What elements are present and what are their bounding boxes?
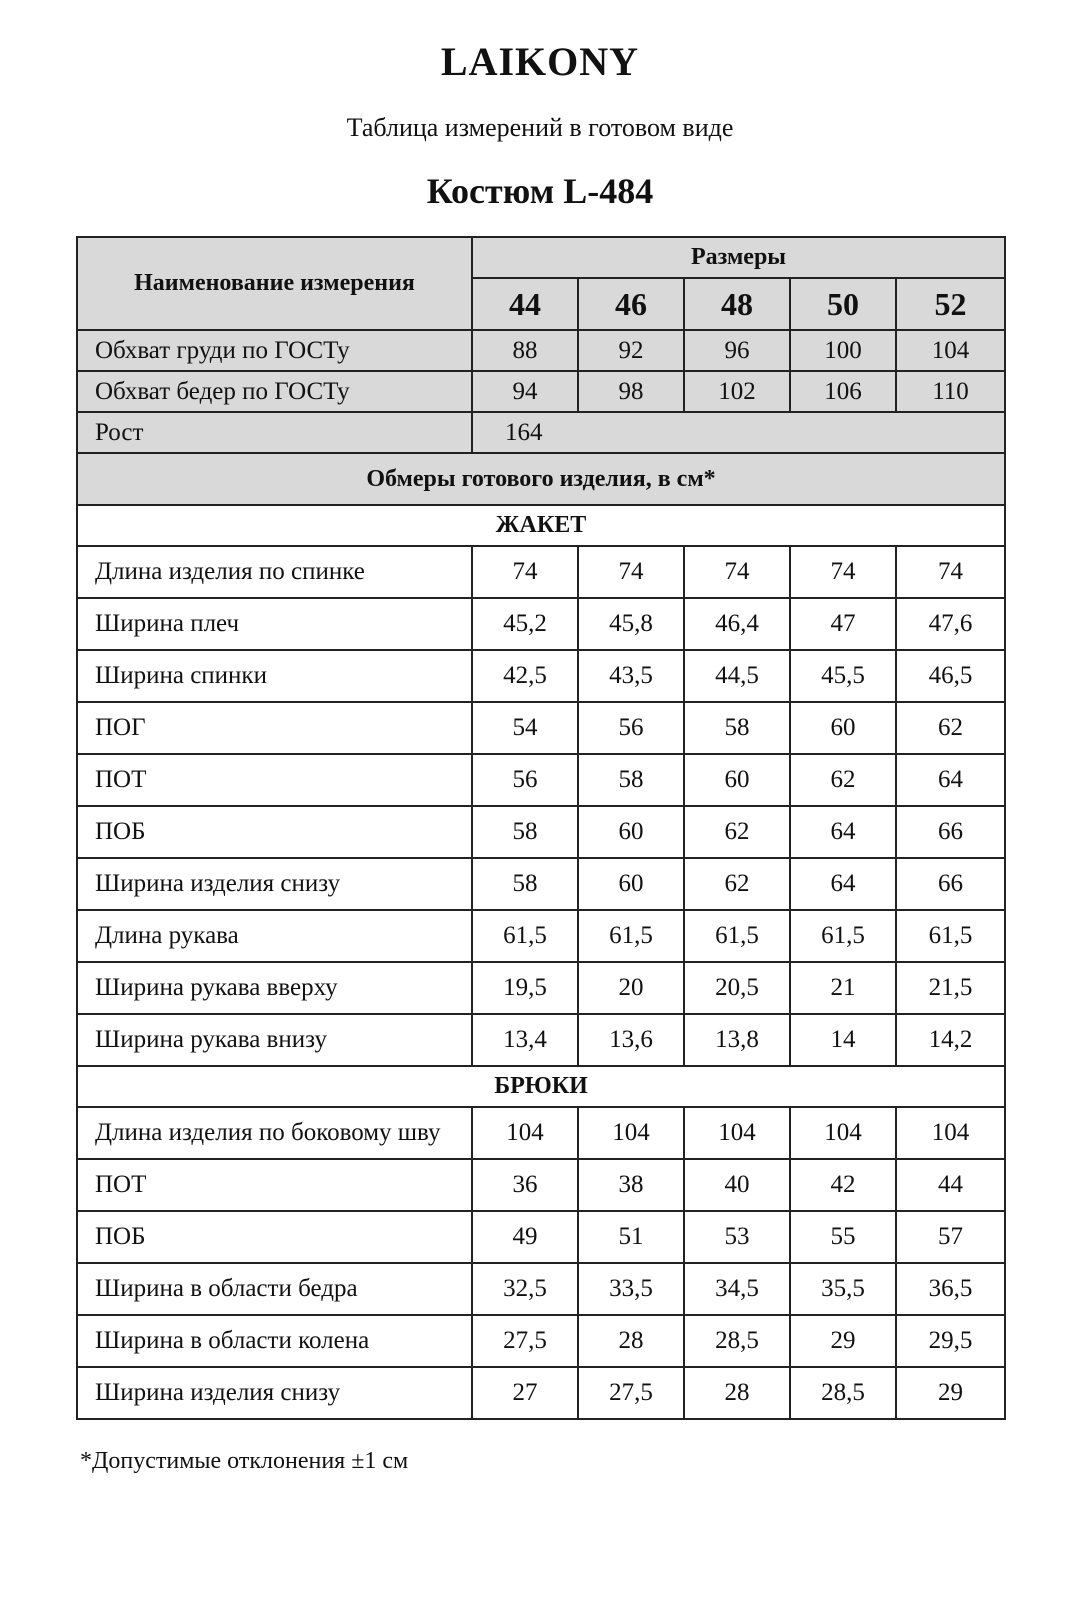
measurement-label: Длина изделия по боковому шву [77, 1107, 472, 1159]
measurement-label: Ширина рукава внизу [77, 1014, 472, 1066]
jacket-row [77, 806, 1005, 858]
measurement-value: 56 [578, 702, 684, 754]
measurement-value: 100 [790, 330, 896, 371]
measurement-value: 49 [472, 1211, 578, 1263]
height-row [77, 412, 1005, 453]
measurement-value: 58 [578, 754, 684, 806]
height-value: 164 [472, 412, 1005, 453]
measurement-value: 98 [578, 371, 684, 412]
trousers-row [77, 1211, 1005, 1263]
measurement-value: 46,5 [896, 650, 1005, 702]
measurement-value: 61,5 [684, 910, 790, 962]
measurement-value: 13,8 [684, 1014, 790, 1066]
measurement-value: 40 [684, 1159, 790, 1211]
measurement-label: ПОБ [77, 806, 472, 858]
measurement-value: 28,5 [684, 1315, 790, 1367]
measurement-value: 62 [684, 806, 790, 858]
measurement-value: 13,6 [578, 1014, 684, 1066]
measurement-value: 88 [472, 330, 578, 371]
measurement-value: 102 [684, 371, 790, 412]
measurement-value: 64 [896, 754, 1005, 806]
measurement-value: 29,5 [896, 1315, 1005, 1367]
measurement-value: 60 [578, 806, 684, 858]
measurement-value: 53 [684, 1211, 790, 1263]
measurement-value: 29 [896, 1367, 1005, 1419]
measurement-value: 34,5 [684, 1263, 790, 1315]
measurement-label: ПОГ [77, 702, 472, 754]
measurement-value: 57 [896, 1211, 1005, 1263]
measurement-value: 66 [896, 806, 1005, 858]
measurement-value: 60 [684, 754, 790, 806]
trousers-row [77, 1263, 1005, 1315]
measurement-value: 45,2 [472, 598, 578, 650]
measurement-value: 28 [684, 1367, 790, 1419]
measurement-value: 13,4 [472, 1014, 578, 1066]
jacket-row [77, 598, 1005, 650]
jacket-row [77, 962, 1005, 1014]
measurement-value: 43,5 [578, 650, 684, 702]
measurement-value: 47 [790, 598, 896, 650]
jacket-row [77, 1014, 1005, 1066]
trousers-row [77, 1315, 1005, 1367]
measurement-value: 45,5 [790, 650, 896, 702]
trousers-section-title-row [77, 1066, 1005, 1107]
measurement-value: 106 [790, 371, 896, 412]
measurement-value: 62 [896, 702, 1005, 754]
measurement-value: 58 [472, 806, 578, 858]
trousers-row [77, 1159, 1005, 1211]
base-measurement-row [77, 330, 1005, 371]
measurement-value: 104 [684, 1107, 790, 1159]
measurement-value: 14,2 [896, 1014, 1005, 1066]
measurement-value: 61,5 [578, 910, 684, 962]
measurement-value: 74 [472, 546, 578, 598]
brand-title: LAIKONY [440, 39, 640, 84]
measurement-value: 20,5 [684, 962, 790, 1014]
size-header-cell: 44 [472, 278, 578, 330]
measurement-value: 27 [472, 1367, 578, 1419]
measurement-value: 94 [472, 371, 578, 412]
measurement-value: 104 [896, 330, 1005, 371]
measurement-value: 54 [472, 702, 578, 754]
measurement-label: Ширина спинки [77, 650, 472, 702]
measurement-value: 58 [472, 858, 578, 910]
measurement-value: 74 [684, 546, 790, 598]
measurement-value: 42,5 [472, 650, 578, 702]
measurement-value: 104 [896, 1107, 1005, 1159]
measurement-value: 28 [578, 1315, 684, 1367]
measurement-value: 28,5 [790, 1367, 896, 1419]
measurement-label: ПОТ [77, 754, 472, 806]
size-header-cell: 46 [578, 278, 684, 330]
measurement-label: Обхват груди по ГОСТу [77, 330, 472, 371]
measurement-value: 62 [684, 858, 790, 910]
finished-measurements-header: Обмеры готового изделия, в см* [77, 453, 1005, 505]
jacket-section-title: ЖАКЕТ [77, 505, 1005, 546]
measurement-value: 21,5 [896, 962, 1005, 1014]
measurement-value: 58 [684, 702, 790, 754]
size-table [76, 236, 1006, 1420]
sizes-header: Размеры [472, 237, 1005, 278]
measurement-value: 74 [896, 546, 1005, 598]
measurement-label: ПОБ [77, 1211, 472, 1263]
measurement-value: 27,5 [578, 1367, 684, 1419]
size-header-cell: 48 [684, 278, 790, 330]
measurement-value: 64 [790, 858, 896, 910]
measurement-label: Ширина изделия снизу [77, 1367, 472, 1419]
measurement-value: 104 [790, 1107, 896, 1159]
measurement-value: 20 [578, 962, 684, 1014]
measurement-value: 110 [896, 371, 1005, 412]
measurement-value: 36,5 [896, 1263, 1005, 1315]
measurement-value: 19,5 [472, 962, 578, 1014]
base-measurement-row [77, 371, 1005, 412]
trousers-section-title: БРЮКИ [77, 1066, 1005, 1107]
tolerance-footnote: *Допустимые отклонения ±1 см [80, 1448, 409, 1474]
size-header-cell: 50 [790, 278, 896, 330]
jacket-section-title-row [77, 505, 1005, 546]
measurement-label: Ширина рукава вверху [77, 962, 472, 1014]
measurement-value: 74 [578, 546, 684, 598]
measurement-value: 46,4 [684, 598, 790, 650]
measurement-value: 14 [790, 1014, 896, 1066]
measurement-value: 61,5 [790, 910, 896, 962]
trousers-row [77, 1107, 1005, 1159]
measurement-label: Ширина в области бедра [77, 1263, 472, 1315]
measurement-value: 55 [790, 1211, 896, 1263]
measurement-label: Длина изделия по спинке [77, 546, 472, 598]
jacket-row [77, 546, 1005, 598]
jacket-row [77, 754, 1005, 806]
measurement-value: 35,5 [790, 1263, 896, 1315]
jacket-row [77, 650, 1005, 702]
measurement-value: 60 [578, 858, 684, 910]
measurement-value: 36 [472, 1159, 578, 1211]
height-label: Рост [77, 412, 472, 453]
measurement-label: ПОТ [77, 1159, 472, 1211]
measurement-label: Длина рукава [77, 910, 472, 962]
measurement-value: 21 [790, 962, 896, 1014]
measurement-value: 42 [790, 1159, 896, 1211]
measurement-value: 74 [790, 546, 896, 598]
measurement-value: 66 [896, 858, 1005, 910]
measurement-label: Ширина изделия снизу [77, 858, 472, 910]
document-subtitle: Таблица измерений в готовом виде [346, 113, 734, 142]
jacket-row [77, 858, 1005, 910]
measurement-label: Обхват бедер по ГОСТу [77, 371, 472, 412]
measurement-value: 60 [790, 702, 896, 754]
jacket-row [77, 910, 1005, 962]
measurement-value: 104 [578, 1107, 684, 1159]
measurement-value: 29 [790, 1315, 896, 1367]
measurement-value: 61,5 [472, 910, 578, 962]
measurement-value: 44,5 [684, 650, 790, 702]
measurement-value: 27,5 [472, 1315, 578, 1367]
measurement-value: 61,5 [896, 910, 1005, 962]
measurement-value: 38 [578, 1159, 684, 1211]
measurement-value: 51 [578, 1211, 684, 1263]
measurement-name-header: Наименование измерения [77, 237, 472, 330]
measurement-label: Ширина плеч [77, 598, 472, 650]
measurement-value: 64 [790, 806, 896, 858]
measurement-value: 92 [578, 330, 684, 371]
product-title: Костюм L-484 [426, 171, 654, 211]
size-header-cell: 52 [896, 278, 1005, 330]
trousers-row [77, 1367, 1005, 1419]
measurement-value: 47,6 [896, 598, 1005, 650]
measurement-value: 62 [790, 754, 896, 806]
size-table-body [77, 237, 1005, 1419]
finished-measurements-header-row [77, 453, 1005, 505]
measurement-value: 104 [472, 1107, 578, 1159]
measurement-value: 32,5 [472, 1263, 578, 1315]
measurement-value: 44 [896, 1159, 1005, 1211]
measurement-value: 33,5 [578, 1263, 684, 1315]
measurement-label: Ширина в области колена [77, 1315, 472, 1367]
jacket-row [77, 702, 1005, 754]
measurement-value: 56 [472, 754, 578, 806]
measurement-value: 96 [684, 330, 790, 371]
measurement-value: 45,8 [578, 598, 684, 650]
